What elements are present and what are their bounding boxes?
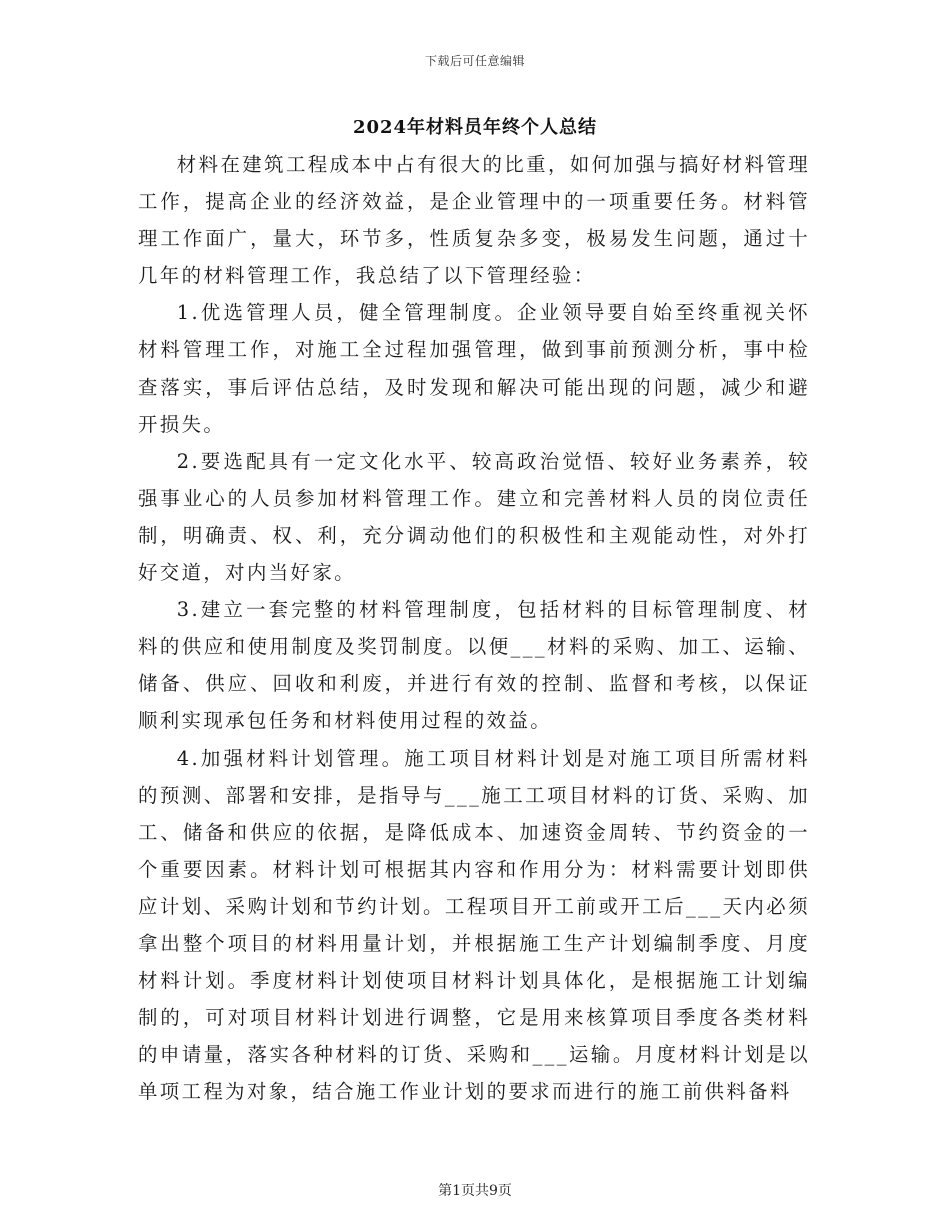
document-title: 2024年材料员年终个人总结 (352, 117, 598, 138)
paragraph-item-3: 3.建立一套完整的材料管理制度，包括材料的目标管理制度、材料的供应和使用制度及奖罚制度。以便___材料的采购、加工、运输、储备、供应、回收和利废，并进行有效的控制、监督和考核，以保证顺利实现承包任务和材料使用过程的效益。 (138, 598, 810, 733)
header-note: 下载后可任意编辑 (424, 54, 525, 68)
paragraph-item-1: 1.优选管理人员，健全管理制度。企业领导要自始至终重视关怀材料管理工作，对施工全过程加强管理，做到事前预测分析，事中检查落实，事后评估总结，及时发现和解决可能出现的问题，减少和避开损失。 (138, 301, 810, 436)
document-body (138, 146, 810, 1110)
paragraph-item-4: 4.加强材料计划管理。施工项目材料计划是对施工项目所需材料的预测、部署和安排，是指导与___施工工项目材料的订货、采购、加工、储备和供应的依据，是降低成本、加速资金周转、节约资金的一个重要因素。材料计划可根据其内容和作用分为：材料需要计划即供应计划、采购计划和节约计划。工程项目开工前或开工后___天内必须拿出整个项目的材料用量计划，并根据施工生产计划编制季度、月度材料计划。季度材料计划使项目材料计划具体化，是根据施工计划编制的，可对项目材料计划进行调整，它是用来核算项目季度各类材料的申请量，落实各种材料的订货、采购和___运输。月度材料计划是以单项工程为对象，结合施工作业计划的要求而进行的施工前供料备料 (138, 746, 810, 1104)
paragraph-item-2: 2.要选配具有一定文化水平、较高政治觉悟、较好业务素养，较强事业心的人员参加材料管理工作。建立和完善材料人员的岗位责任制，明确责、权、利，充分调动他们的积极性和主观能动性，对外打好交道，对内当好家。 (138, 449, 810, 585)
paragraph-intro: 材料在建筑工程成本中占有很大的比重，如何加强与搞好材料管理工作，提高企业的经济效益，是企业管理中的一项重要任务。材料管理工作面广，量大，环节多，性质复杂多变，极易发生问题，通过十几年的材料管理工作，我总结了以下管理经验： (138, 153, 810, 288)
page-footer: 第1页共9页 (438, 1183, 512, 1199)
